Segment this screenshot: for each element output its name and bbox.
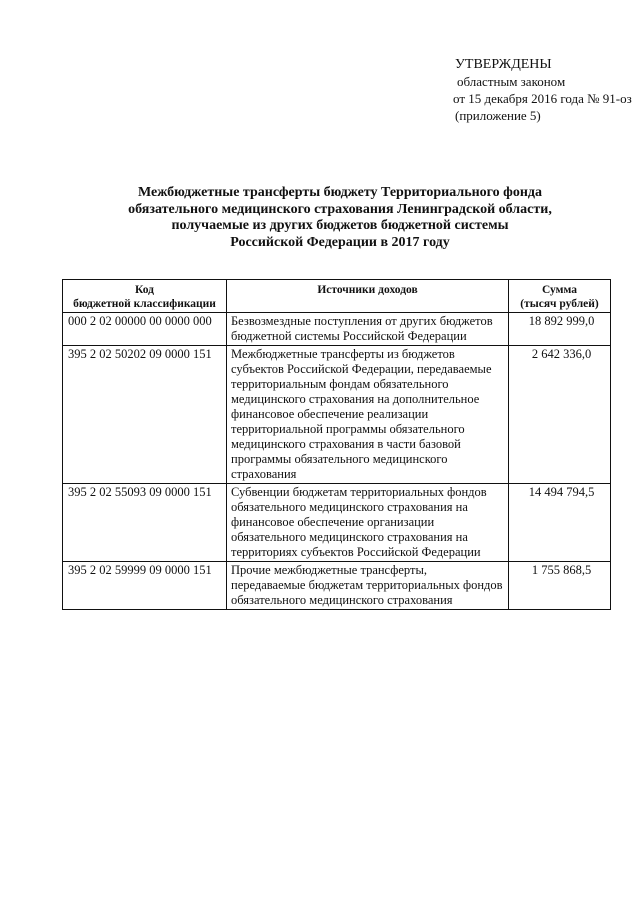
cell-source: Безвозмездные поступления от других бюджетов бюджетной системы Российской Федерации [227,313,509,346]
cell-amount: 2 642 336,0 [509,346,611,484]
header-code-line: бюджетной классификации [73,298,216,310]
cell-source: Прочие межбюджетные трансферты, передаваемые бюджетам территориальных фондов обязательного медицинского страхования [227,562,509,610]
table-header-row [63,280,611,313]
title-line: Межбюджетные трансферты бюджету Территориального фонда [137,185,543,200]
document-title [100,185,580,251]
cell-source: Межбюджетные трансферты из бюджетов субъектов Российской Федерации, передаваемые территориальным фондам обязательного медицинского страхования на дополнительное финансовое обеспечение реализации территориальной программы обязательного медицинского страхования в части базовой программы обязательного медицинского страхования [227,346,509,484]
cell-code: 395 2 02 59999 09 0000 151 [63,562,227,610]
header-code [63,280,227,313]
cell-amount: 18 892 999,0 [509,313,611,346]
table-row [63,313,611,346]
approval-line: областным законом [457,74,566,89]
header-amount-line: (тысяч рублей) [520,298,599,310]
approval-stamp [455,56,632,124]
title-line: обязательного медицинского страхования Ленинградской области, [128,201,552,217]
cell-code: 395 2 02 50202 09 0000 151 [63,346,227,484]
title-line: получаемые из других бюджетов бюджетной системы [171,218,509,233]
header-code-line: Код [134,284,154,296]
title-line: Российской Федерации в 2017 году [230,234,450,250]
approval-line: (приложение 5) [455,108,541,123]
transfers-table [62,279,611,610]
header-amount [509,280,611,313]
approval-line: УТВЕРЖДЕНЫ [455,57,552,72]
table-row [63,484,611,562]
cell-amount: 14 494 794,5 [509,484,611,562]
header-source [227,280,509,313]
cell-amount: 1 755 868,5 [509,562,611,610]
table-row [63,346,611,484]
table-row [63,562,611,610]
header-source-line: Источники доходов [317,284,418,296]
cell-code: 395 2 02 55093 09 0000 151 [63,484,227,562]
cell-source: Субвенции бюджетам территориальных фондов обязательного медицинского страхования на финансовое обеспечение организации обязательного медицинского страхования на территориях субъектов Российской Федерации [227,484,509,562]
header-amount-line: Сумма [542,284,577,296]
cell-code: 000 2 02 00000 00 0000 000 [63,313,227,346]
approval-line: от 15 декабря 2016 года № 91-оз [453,91,632,106]
